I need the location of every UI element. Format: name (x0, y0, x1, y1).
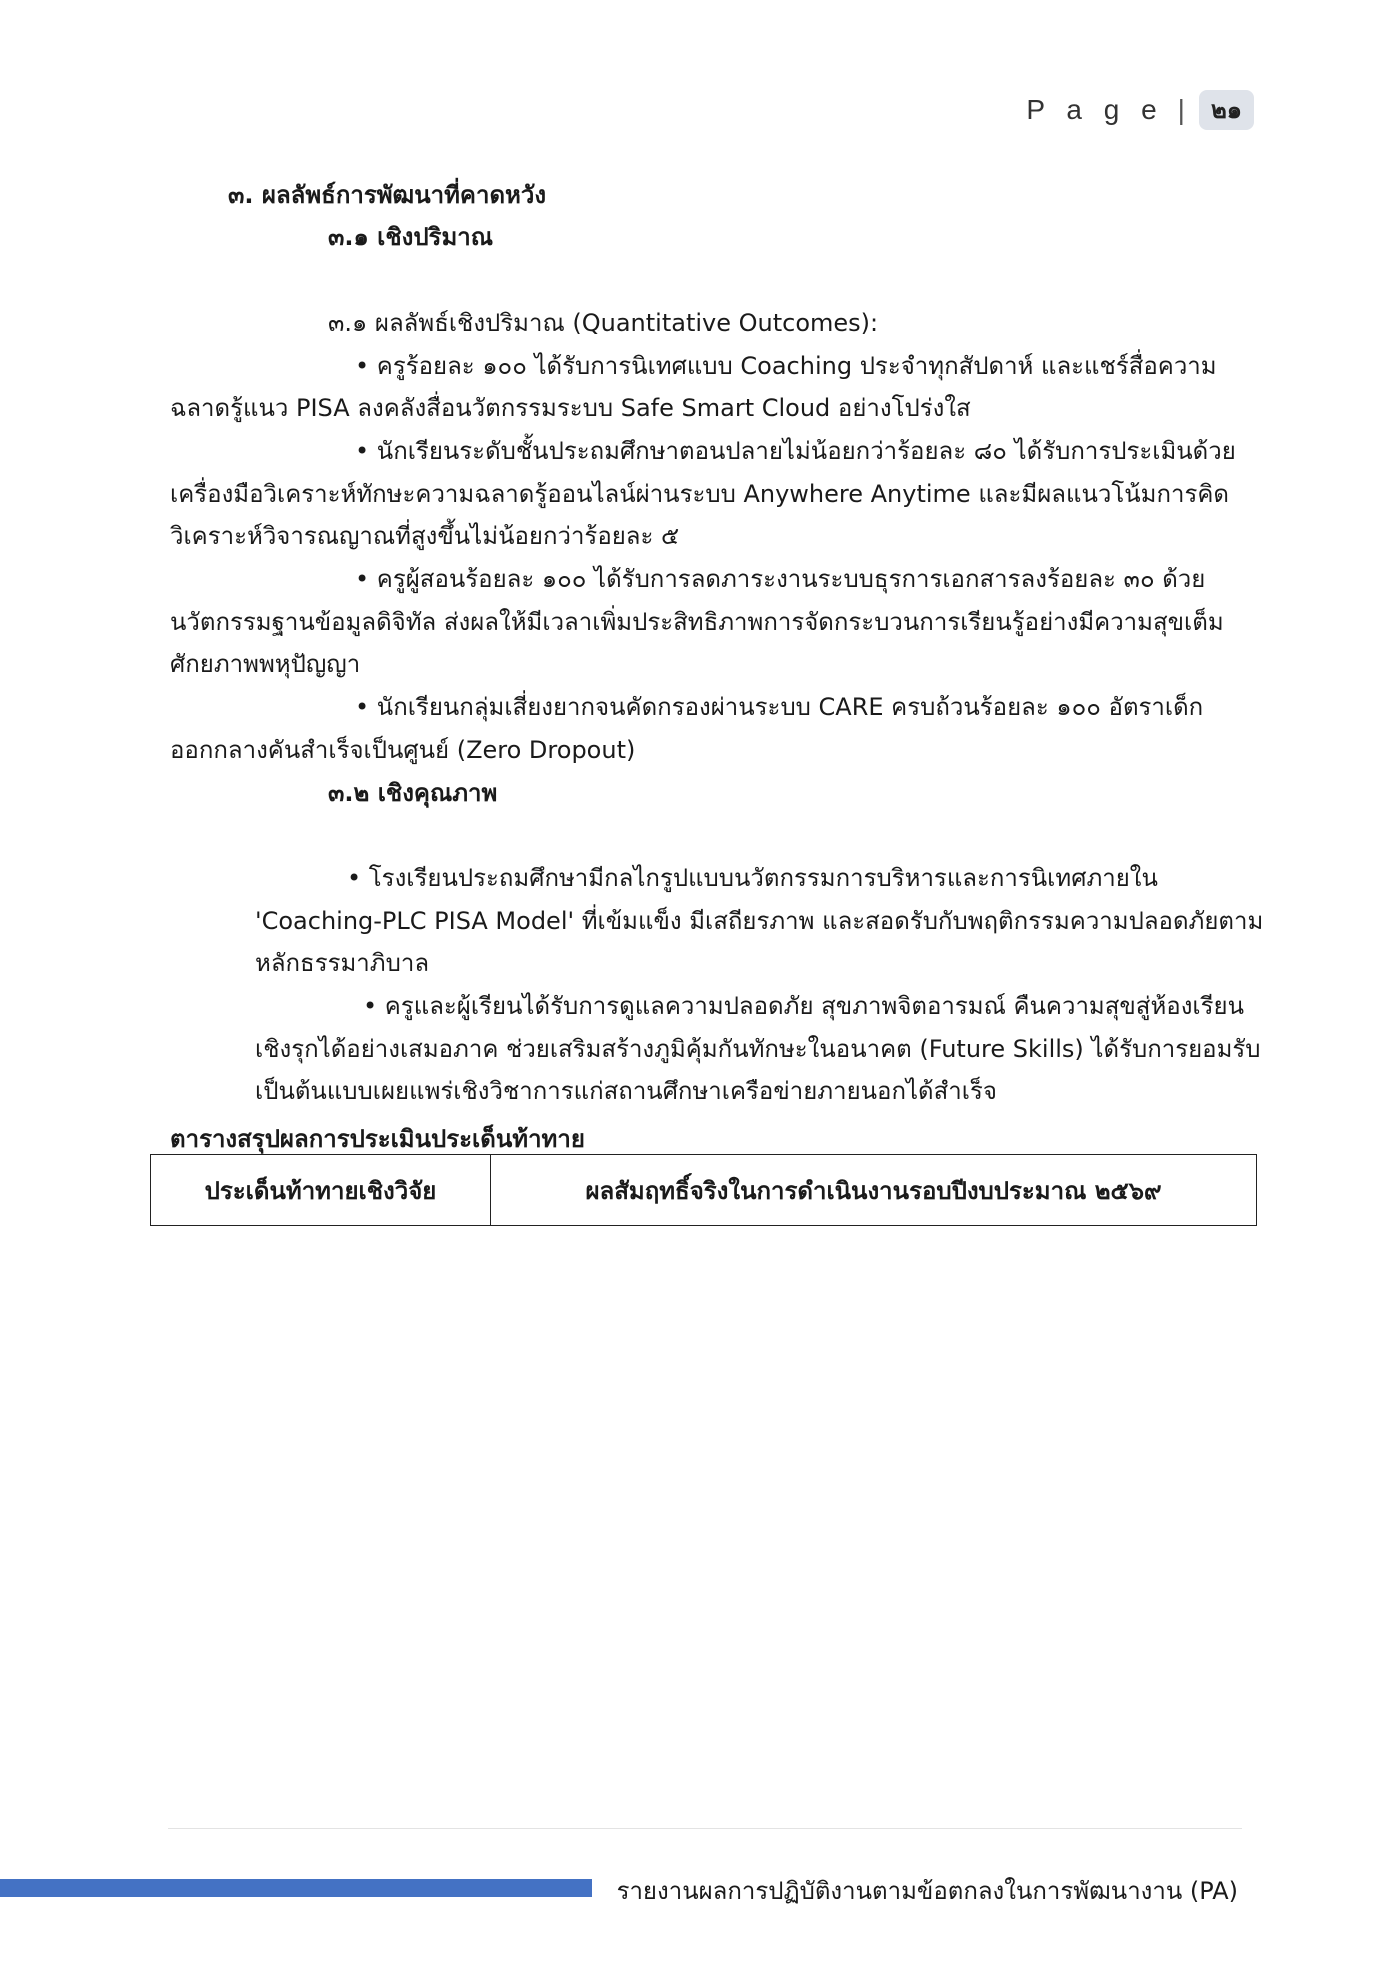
qualitative-item-2-line-3: เป็นต้นแบบเผยแพร่เชิงวิชาการแก่สถานศึกษาเครือข่ายภายนอกได้สำเร็จ (255, 1077, 997, 1105)
page-separator: | (1177, 94, 1185, 125)
section-heading: ๓. ผลลัพธ์การพัฒนาที่คาดหวัง (228, 181, 547, 209)
quantitative-item-3-line-3: ศักยภาพพหุปัญญา (170, 650, 361, 678)
quantitative-item-1-line-2: ฉลาดรู้แนว PISA ลงคลังสื่อนวัตกรรมระบบ Safe Smart Cloud อย่างโปร่งใส (170, 394, 971, 422)
qualitative-item-2-line-1: • ครูและผู้เรียนได้รับการดูแลความปลอดภัย สุขภาพจิตอารมณ์ คืนความสุขสู่ห้องเรียน (363, 992, 1244, 1020)
quantitative-item-4-line-1: • นักเรียนกลุ่มเสี่ยงยากจนคัดกรองผ่านระบบ CARE ครบถ้วนร้อยละ ๑๐๐ อัตราเด็ก (355, 693, 1204, 721)
quantitative-item-2-line-3: วิเคราะห์วิจารณญาณที่สูงขึ้นไม่น้อยกว่าร้อยละ ๕ (170, 522, 680, 550)
quantitative-item-1-line-1: • ครูร้อยละ ๑๐๐ ได้รับการนิเทศแบบ Coaching ประจำทุกสัปดาห์ และแชร์สื่อความ (355, 352, 1217, 380)
qualitative-item-1-line-3: หลักธรรมาภิบาล (255, 949, 430, 977)
subsection-qualitative-heading: ๓.๒ เชิงคุณภาพ (328, 779, 498, 807)
quantitative-item-4-line-2: ออกกลางคันสำเร็จเป็นศูนย์ (Zero Dropout) (170, 736, 636, 764)
footer-accent-bar (0, 1879, 592, 1897)
summary-table (150, 1154, 1257, 1226)
table-title: ตารางสรุปผลการประเมินประเด็นท้าทาย (170, 1125, 585, 1153)
footer-text: รายงานผลการปฏิบัติงานตามข้อตกลงในการพัฒนางาน (PA) (616, 1877, 1238, 1905)
quantitative-item-2-line-2: เครื่องมือวิเคราะห์ทักษะความฉลาดรู้ออนไลน์ผ่านระบบ Anywhere Anytime และมีผลแนวโน้มการคิด (170, 480, 1229, 508)
page-header (1026, 90, 1254, 130)
table-header-challenge: ประเด็นท้าทายเชิงวิจัย (151, 1155, 491, 1225)
qualitative-item-1-line-2: 'Coaching-PLC PISA Model' ที่เข้มแข็ง มีเสถียรภาพ และสอดรับกับพฤติกรรมความปลอดภัยตาม (255, 907, 1264, 935)
qualitative-item-2-line-2: เชิงรุกได้อย่างเสมอภาค ช่วยเสริมสร้างภูมิคุ้มกันทักษะในอนาคต (Future Skills) ได้รับการยอมรับ (255, 1035, 1261, 1063)
table-header-results: ผลสัมฤทธิ์จริงในการดำเนินงานรอบปีงบประมาณ ๒๕๖๙ (585, 1176, 1162, 1205)
subsection-quantitative-heading: ๓.๑ เชิงปริมาณ (328, 223, 494, 251)
quantitative-item-3-line-2: นวัตกรรมฐานข้อมูลดิจิทัล ส่งผลให้มีเวลาเพิ่มประสิทธิภาพการจัดกระบวนการเรียนรู้อย่างมีความสุขเต็ม (170, 608, 1224, 636)
quantitative-intro: ๓.๑ ผลลัพธ์เชิงปริมาณ (Quantitative Outcomes): (328, 309, 879, 337)
quantitative-item-3-line-1: • ครูผู้สอนร้อยละ ๑๐๐ ได้รับการลดภาระงานระบบธุรการเอกสารลงร้อยละ ๓๐ ด้วย (355, 565, 1206, 593)
qualitative-item-1-line-1: • โรงเรียนประถมศึกษามีกลไกรูปแบบนวัตกรรมการบริหารและการนิเทศภายใน (347, 864, 1158, 892)
page-number: ๒๑ (1199, 90, 1254, 130)
page-label: P a g e (1026, 94, 1164, 125)
footer-divider (168, 1828, 1242, 1829)
quantitative-item-2-line-1: • นักเรียนระดับชั้นประถมศึกษาตอนปลายไม่น้อยกว่าร้อยละ ๘๐ ได้รับการประเมินด้วย (355, 437, 1236, 465)
